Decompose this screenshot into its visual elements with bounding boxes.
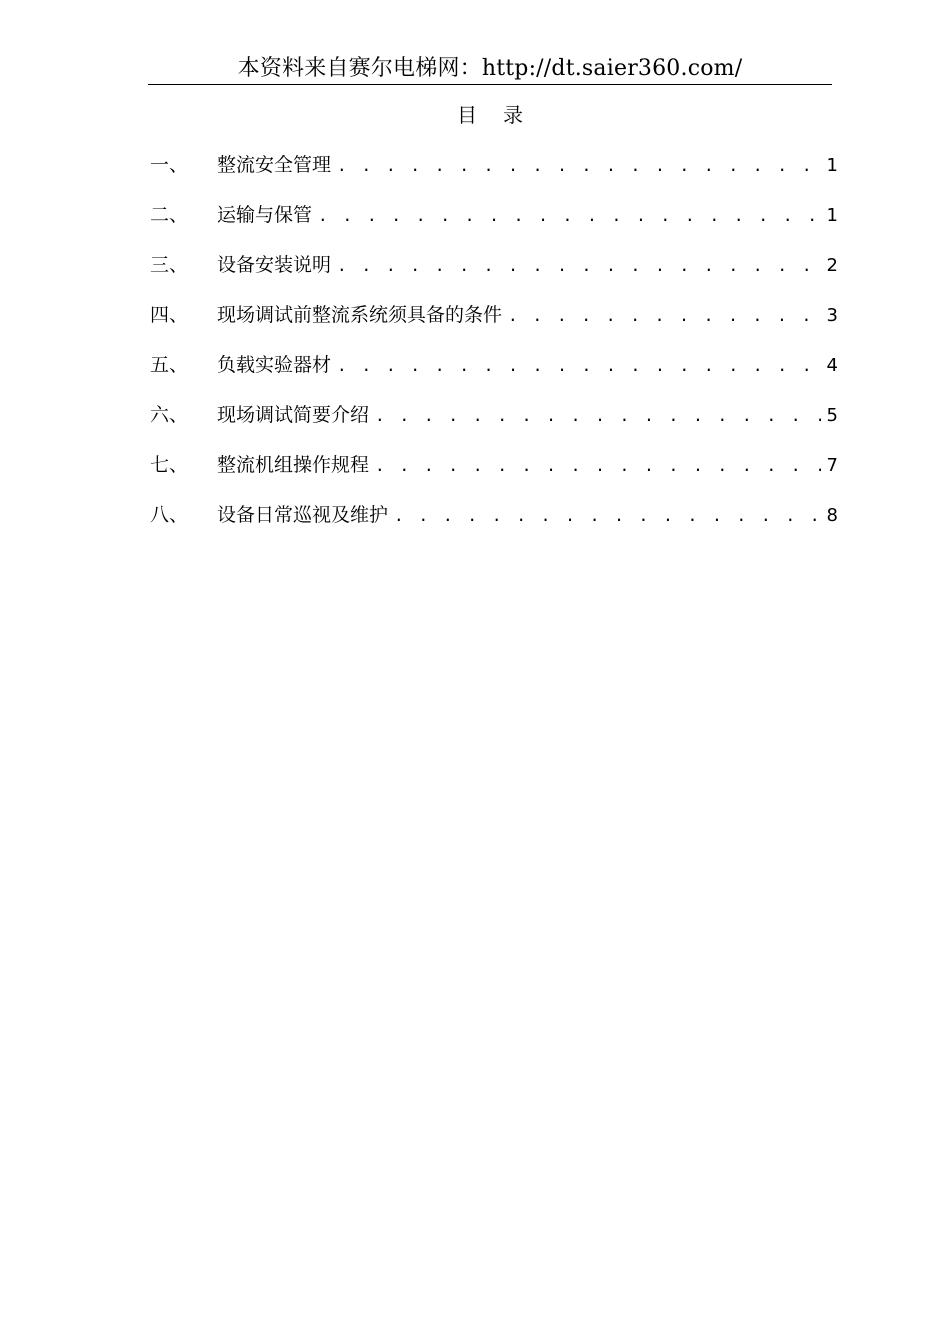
- toc-leader-dots: [394, 501, 821, 531]
- toc-entry-6[interactable]: [150, 400, 838, 450]
- toc-title-part2: 录: [503, 103, 523, 127]
- toc-entry-page[interactable]: 1: [826, 205, 838, 226]
- toc-entry-page[interactable]: 3: [826, 305, 838, 326]
- toc-entry-number: 八、: [150, 504, 189, 526]
- toc-entry-page[interactable]: 4: [826, 355, 838, 376]
- toc-entry-number: 五、: [150, 354, 189, 376]
- toc-leader-dots: [508, 301, 821, 331]
- toc-entry-title[interactable]: 现场调试前整流系统须具备的条件: [217, 304, 503, 326]
- toc-entry-page[interactable]: 8: [826, 505, 838, 526]
- toc-leader-dots: [318, 201, 821, 231]
- toc-entry-title[interactable]: 设备日常巡视及维护: [217, 504, 389, 526]
- toc-entry-page[interactable]: 2: [826, 255, 838, 276]
- toc-entry-title[interactable]: 运输与保管: [217, 204, 313, 226]
- toc-title: [148, 100, 832, 130]
- toc-entry-7[interactable]: [150, 450, 838, 500]
- toc-entry-8[interactable]: [150, 500, 838, 550]
- toc-entry-1[interactable]: [150, 150, 838, 200]
- toc-entry-page[interactable]: 7: [826, 455, 838, 476]
- toc-entry-title[interactable]: 现场调试简要介绍: [217, 404, 370, 426]
- toc-entry-title[interactable]: 设备安装说明: [217, 254, 332, 276]
- toc-title-part1: 目: [457, 103, 477, 127]
- toc-entry-title[interactable]: 整流机组操作规程: [217, 454, 370, 476]
- page-header: [148, 54, 832, 85]
- header-text: 本资料来自赛尔电梯网：http://dt.saier360.com/: [237, 56, 743, 81]
- toc-entry-2[interactable]: [150, 200, 838, 250]
- toc-entry-4[interactable]: [150, 300, 838, 350]
- toc-entry-5[interactable]: [150, 350, 838, 400]
- toc-entry-page[interactable]: 5: [826, 405, 838, 426]
- toc-entry-number: 一、: [150, 154, 189, 176]
- toc-leader-dots: [337, 351, 821, 381]
- toc-entry-number: 四、: [150, 304, 189, 326]
- toc-entry-number: 三、: [150, 254, 189, 276]
- toc-entry-3[interactable]: [150, 250, 838, 300]
- toc-leader-dots: [337, 151, 821, 181]
- toc-leader-dots: [375, 451, 821, 481]
- toc-leader-dots: [337, 251, 821, 281]
- toc-entry-page[interactable]: 1: [826, 155, 838, 176]
- table-of-contents: [150, 150, 838, 550]
- toc-leader-dots: [375, 401, 821, 431]
- toc-entry-number: 六、: [150, 404, 189, 426]
- toc-entry-title[interactable]: 负载实验器材: [217, 354, 332, 376]
- toc-entry-title[interactable]: 整流安全管理: [217, 154, 332, 176]
- toc-entry-number: 七、: [150, 454, 189, 476]
- toc-entry-number: 二、: [150, 204, 189, 226]
